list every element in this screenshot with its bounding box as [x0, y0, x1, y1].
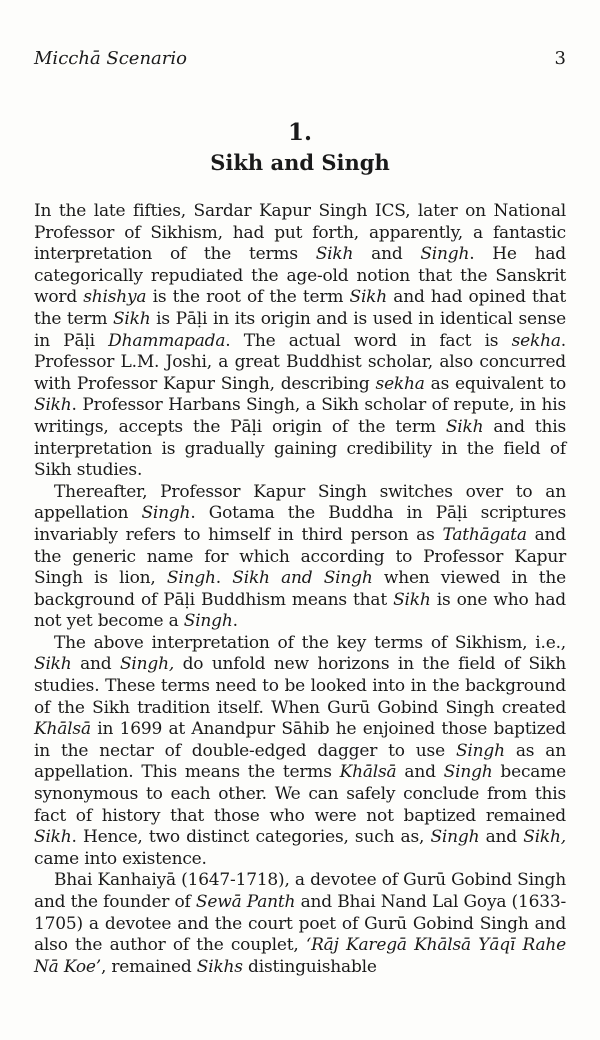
text-run: and [479, 827, 524, 848]
italic-term: Khālsā [34, 719, 91, 740]
text-run: . The actual word in fact is [225, 330, 512, 351]
text-run: and the generic name for which according to Professor Kapur Singh is lion, [34, 524, 566, 589]
italic-term: Sikh and Singh [232, 568, 373, 589]
text-run: and [71, 654, 120, 675]
italic-term: shishya [83, 287, 147, 308]
text-run: In the late fifties, Sardar Kapur Singh ICS, later on National Professor of Sikhism, had put forth, apparently, a fantastic interpretation of the terms [34, 201, 566, 265]
text-run: and this interpretation is gradually gaining credibility in the field of Sikh studies. [34, 416, 566, 481]
italic-term: sekha [375, 373, 425, 394]
text-run: is Pāḷi in its origin and is used in identical sense in Pāḷi [34, 308, 566, 351]
text-run: is one who had not yet become a [34, 589, 566, 632]
italic-term: Sikh [112, 308, 151, 329]
italic-term: Sikh [445, 416, 484, 437]
text-run: . Professor L.M. Joshi, a great Buddhist scholar, also concurred with Professor Kapur Singh, describing [34, 330, 566, 394]
text-run: became synonymous to each other. We can safely conclude from this fact of history that those who were not baptized remained [34, 762, 566, 826]
text-run: do unfold new horizons in the field of Sikh studies. These terms need to be looked into in the background of the Sikh tradition itself. When Gurū Gobind Singh created [34, 654, 566, 718]
text-run: as an appellation. This means the terms [34, 740, 566, 783]
body-text [34, 201, 566, 978]
text-run: is the root of the term [146, 287, 350, 308]
page-number: 3 [554, 48, 566, 69]
text-run: distinguishable [242, 956, 377, 977]
italic-term: Sikh [315, 244, 354, 265]
text-run: . Gotama the Buddha in Pāḷi scriptures invariably refers to himself in third person as [34, 503, 566, 545]
text-run: and Bhai Nand Lal Goya (1633-1705) a devotee and the court poet of Gurū Gobind Singh and also the author of the couplet, [34, 892, 566, 956]
text-run: , remained [100, 956, 197, 977]
paragraph [34, 633, 566, 871]
text-run: Thereafter, Professor Kapur Singh switches over to an appellation [34, 481, 566, 524]
italic-term: Sikhs [196, 956, 243, 977]
text-run: came into existence. [34, 848, 207, 869]
text-run: when viewed in the background of Pāḷi Buddhism means that [34, 568, 566, 610]
italic-term: Sikh [34, 827, 72, 848]
text-run: and [396, 762, 444, 783]
paragraph [34, 870, 566, 978]
paragraph [34, 482, 566, 633]
italic-term: Singh [166, 568, 216, 589]
text-run: as equivalent to [424, 373, 566, 394]
italic-term: Dhammapada [108, 330, 226, 351]
running-head [34, 48, 566, 69]
italic-term: ‘Rāj Karegā Khālsā Yāqī Rahe Nā Koe’ [34, 935, 567, 977]
italic-term: Singh, [119, 654, 175, 675]
text-run: in 1699 at Anandpur Sāhib he enjoined those baptized in the nectar of double-edged dagger to use [34, 719, 566, 761]
text-run: . Professor Harbans Singh, a Sikh scholar of repute, in his writings, accepts the Pāḷi origin of the term [34, 395, 566, 437]
text-run: The above interpretation of the key terms of Sikhism, i.e., [54, 632, 566, 653]
text-run: Bhai Kanhaiyā (1647-1718), a devotee of Gurū Gobind Singh and the founder of [34, 870, 566, 912]
italic-term: Singh [141, 503, 191, 524]
text-run: and [353, 244, 421, 265]
italic-term: Sikh [34, 395, 72, 416]
italic-term: sekha [511, 330, 561, 351]
italic-term: Khālsā [339, 762, 397, 783]
italic-term: Singh [183, 611, 233, 632]
italic-term: Sikh [349, 287, 388, 308]
text-run: . Hence, two distinct categories, such as, [71, 827, 431, 848]
text-run: . He had categorically repudiated the age-old notion that the Sanskrit word [34, 244, 566, 308]
italic-term: Singh [443, 762, 493, 783]
italic-term: Singh [455, 740, 505, 761]
italic-term: Sewā Panth [195, 892, 296, 912]
chapter-title: Sikh and Singh [210, 150, 390, 175]
italic-term: Sikh [34, 654, 72, 675]
text-run: . [232, 611, 238, 632]
italic-term: Sikh [393, 589, 431, 610]
italic-term: Sikh, [523, 827, 566, 848]
italic-term: Singh [430, 827, 480, 848]
text-run: and had opined that the term [34, 287, 566, 329]
italic-term: Tathāgata [442, 524, 527, 545]
text-run: . [215, 568, 233, 589]
chapter-number: 1. [287, 119, 312, 146]
italic-term: Singh [420, 244, 470, 265]
book-title: Micchā Scenario [34, 48, 187, 69]
paragraph [34, 201, 566, 482]
